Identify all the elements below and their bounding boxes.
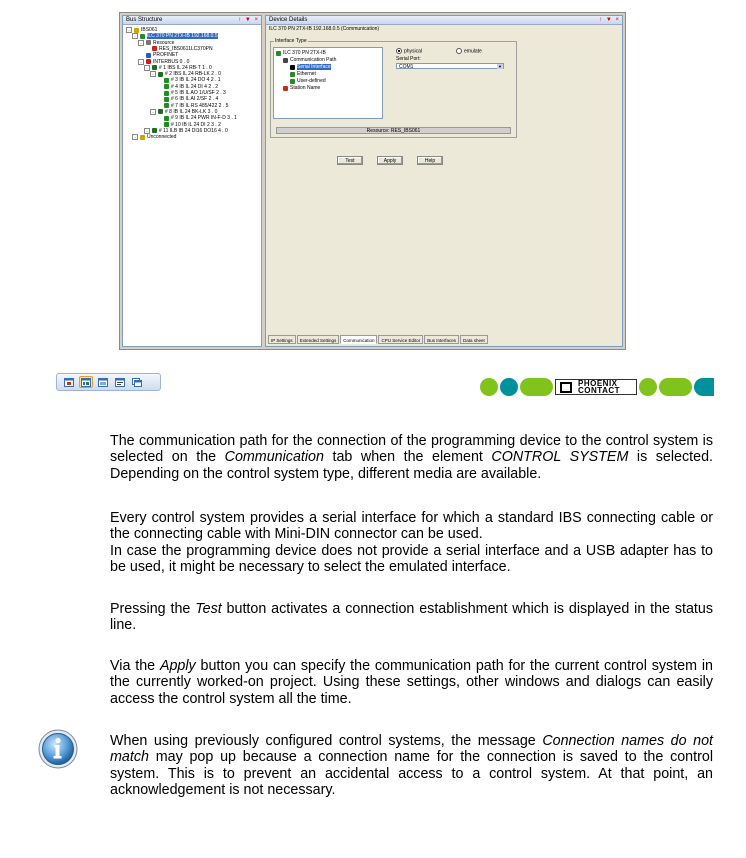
detail-tab[interactable]: Bus Interfaces	[424, 335, 459, 344]
logo-dot-green-2	[520, 378, 553, 396]
logo-dot-teal-2	[694, 378, 714, 396]
logo-dot-green-1	[480, 378, 498, 396]
p1-text-b: tab when the element	[323, 449, 492, 466]
toolbar-tree-button[interactable]	[79, 376, 93, 388]
device-node-icon	[164, 84, 169, 89]
comm-tree-node[interactable]	[290, 78, 326, 84]
comm-tree-node-label: Station Name	[290, 85, 321, 91]
device-node-icon	[164, 97, 169, 102]
bus-tree-node-label: # 2 IBS IL 24 RB-LK 2 . 0	[165, 71, 221, 78]
tree-window-icon	[81, 378, 91, 387]
p1-text-a: The communication path for the connection of the programming device to the control system is selected on the	[110, 433, 713, 466]
comm-tree-node[interactable]	[283, 85, 320, 91]
bus-tree-node-label: # 9 IB IL 24 PWR IN-F-D 3 . 1	[171, 115, 237, 122]
comm-tree-node[interactable]	[290, 71, 316, 77]
bus-tree-node[interactable]	[156, 90, 226, 96]
device-node-icon	[152, 128, 157, 133]
bus-tree-node[interactable]	[126, 27, 157, 33]
comm-tree-node[interactable]	[276, 50, 326, 56]
radio-physical[interactable]	[396, 48, 422, 54]
info-icon	[38, 729, 78, 769]
bus-tree-node-label: # 5 IB IL AO 1/U/SF 2 . 3	[171, 90, 226, 96]
view-toolbar	[56, 373, 161, 391]
bus-tree-node[interactable]	[156, 122, 221, 128]
comm-node-icon	[283, 58, 288, 63]
p5-em-message: Connection names do not match	[110, 733, 713, 766]
comm-node-icon	[276, 51, 281, 56]
device-node-icon	[146, 53, 151, 58]
radio-emulate-dot[interactable]	[456, 48, 462, 54]
comm-tree-node-label: ILC 370 PN 2TX-IB	[283, 50, 326, 56]
tree-expander-icon[interactable]: -	[150, 109, 156, 115]
device-node-icon	[146, 40, 151, 45]
paragraph-test-button	[110, 601, 713, 634]
bus-tree-node-label: # 1 IBS IL 24 RB-T 1 . 0	[159, 64, 212, 71]
bus-tree-node-label: # 10 IB IL 24 DI 2 3 . 2	[171, 121, 221, 128]
software-screenshot	[119, 12, 626, 350]
comm-tree-box	[273, 47, 383, 119]
p3-text-a: Pressing the	[110, 601, 196, 617]
bus-tree-node[interactable]	[156, 115, 237, 121]
bus-window-controls[interactable]: ↑ ▼ ×	[238, 17, 259, 23]
bus-structure-title-text: Bus Structure	[126, 17, 163, 23]
tree-expander-icon[interactable]: -	[132, 134, 138, 140]
serial-port-label: Serial Port:	[396, 56, 421, 62]
device-node-icon	[140, 34, 145, 39]
comm-tree-node-label: User-defined	[297, 78, 326, 84]
device-node-icon	[146, 59, 151, 64]
bus-structure-title	[123, 16, 261, 25]
bus-tree-node-label: PROFINET	[153, 52, 179, 59]
comm-node-icon	[290, 72, 295, 77]
test-button[interactable]: Test	[337, 156, 363, 165]
bus-tree-node[interactable]	[138, 52, 178, 58]
bus-tree-node-label: ILC 370 PN 2TX-IB 192.168.0.5	[147, 33, 218, 40]
status-line: Resource: RES_IBS061	[276, 127, 511, 134]
bus-tree-node[interactable]	[144, 128, 228, 134]
p1-em-communication: Communication	[224, 449, 324, 466]
bus-tree-node-label: RES_IBS0611LC370PN	[159, 45, 213, 52]
list-window-icon	[115, 378, 125, 387]
detail-tab[interactable]: Communication	[340, 335, 377, 344]
paragraph-serial-interface	[110, 510, 713, 576]
phoenix-contact-logo	[480, 378, 714, 396]
bus-tree-node[interactable]	[156, 103, 228, 109]
device-details-pane	[265, 15, 623, 347]
device-node-icon	[164, 103, 169, 108]
p3-em-test: Test	[195, 601, 222, 617]
comm-node-icon	[290, 79, 295, 84]
device-path: ILC 370 PN 2TX-IB 192.168.0.5 (Communication)	[269, 26, 380, 32]
device-node-icon	[158, 109, 163, 114]
bus-tree-node-label: # 8 IB IL 24 BK-LK 3 . 0	[165, 108, 218, 115]
device-node-icon	[164, 122, 169, 127]
bus-tree-node-label: INTERBUS 0 . 0	[153, 58, 190, 65]
bus-tree-node[interactable]	[150, 71, 221, 77]
serial-port-value: COM1	[399, 64, 414, 70]
p1-text-c: is selected. Depending on the control system type, different media are available.	[110, 449, 713, 482]
p5-text-a: When using previously configured control systems, the message	[110, 733, 543, 749]
p4-text-b: button you can specify the communication path for the current control system in the currently worked-on project. Using these settings, other windows and dialogs can easily access the control system all the time.	[110, 658, 713, 707]
device-node-icon	[140, 135, 145, 140]
detail-tab[interactable]: Data sheet	[460, 335, 488, 344]
bus-tree-node[interactable]	[156, 96, 218, 102]
toolbar-cascade-button[interactable]	[130, 376, 144, 388]
bus-tree-node[interactable]	[132, 134, 176, 140]
device-window-controls[interactable]: ↑ ▼ ×	[599, 17, 620, 23]
tree-expander-icon[interactable]: -	[132, 33, 138, 39]
serial-port-select[interactable]	[396, 63, 504, 69]
tree-expander-icon[interactable]: -	[126, 27, 132, 33]
bus-tree-node[interactable]	[156, 84, 218, 90]
comm-tree-node[interactable]	[283, 57, 336, 63]
p1-em-control-system: CONTROL SYSTEM	[491, 449, 629, 466]
logo-dot-teal-1	[500, 378, 518, 396]
p5-text-b: may pop up because a connection name for the connection is saved to the control system. This is to prevent an accidental access to a control system. At that point, an acknowledgement is not necessary.	[110, 749, 713, 799]
p3-text-b: button activates a connection establishment which is displayed in the status line.	[110, 601, 713, 634]
comm-tree-node[interactable]	[290, 64, 331, 70]
paragraph-apply-button	[110, 658, 713, 707]
detail-tab[interactable]: IP Settings	[268, 335, 296, 344]
comm-node-icon	[290, 65, 295, 70]
logo-line2: CONTACT	[578, 386, 621, 395]
bus-tree-node[interactable]	[144, 46, 213, 52]
device-node-icon	[134, 28, 139, 33]
p4-text-a: Via the	[110, 658, 160, 674]
p4-em-apply: Apply	[159, 658, 196, 674]
toolbar-list-button[interactable]	[113, 376, 127, 388]
tree-expander-icon[interactable]: -	[144, 65, 150, 71]
device-node-icon	[164, 91, 169, 96]
radio-physical-dot[interactable]	[396, 48, 402, 54]
tree-expander-icon[interactable]: -	[138, 40, 144, 46]
device-node-icon	[152, 46, 157, 51]
paragraph-communication-path	[110, 433, 713, 482]
bus-tree-node[interactable]	[150, 109, 217, 115]
comm-tree-node-label: Ethernet	[297, 71, 316, 77]
bus-tree-node[interactable]	[138, 59, 189, 65]
logo-line1: PHOENIX	[578, 379, 618, 388]
bus-tree-node-label: # 3 IB IL 24 DO 4 2 . 1	[171, 77, 221, 84]
p2-text-a: Every control system provides a serial interface for which a standard IBS connecting cable or the connecting cable with Mini-DIN connector can be used.	[110, 510, 713, 543]
detail-tab[interactable]: CPU Service Editor	[378, 335, 423, 344]
device-details-title	[266, 16, 622, 25]
tree-expander-icon[interactable]: -	[138, 59, 144, 65]
window-red-icon	[64, 378, 74, 387]
bus-tree-node-label: Resource	[153, 39, 175, 46]
comm-tree-node-label: Serial Interface	[297, 64, 331, 70]
bus-tree-node-label: # 6 IB IL AI 2/SF 2 . 4	[171, 96, 219, 103]
device-node-icon	[158, 72, 163, 77]
paragraph-connection-names-note	[110, 733, 713, 799]
comm-tree-node-label: Communication Path	[290, 57, 337, 63]
logo-mark-icon	[560, 382, 572, 393]
device-details-title-text: Device Details	[269, 17, 308, 23]
comm-node-icon	[283, 86, 288, 91]
radio-physical-label: physical	[404, 48, 423, 55]
bus-tree-node[interactable]	[138, 40, 174, 46]
tree-expander-icon[interactable]: -	[150, 71, 156, 77]
toolbar-window-button[interactable]	[62, 376, 76, 388]
device-node-icon	[152, 65, 157, 70]
bus-tree-node-label: # 7 IB IL RS 485/422 2 . 5	[171, 102, 229, 109]
interface-type-label: Interface Type	[275, 38, 307, 44]
apply-button[interactable]: Apply	[377, 156, 403, 165]
logo-dot-green-4	[659, 378, 692, 396]
cascade-window-icon	[132, 378, 142, 387]
bus-tree-node-label: # 4 IB IL 24 DI 4 2 . 2	[171, 83, 219, 90]
device-node-icon	[164, 116, 169, 121]
bus-tree-node[interactable]	[144, 65, 212, 71]
bus-tree-node-label: IBS061	[141, 27, 158, 33]
grid-window-icon	[98, 378, 108, 387]
radio-emulate[interactable]	[456, 48, 482, 54]
detail-tabs	[268, 335, 488, 344]
interface-type-group	[270, 38, 517, 138]
device-node-icon	[164, 78, 169, 83]
p2-text-b: In case the programming device does not provide a serial interface and a USB adapter has to be used, it might be necessary to select the emulated interface.	[110, 542, 713, 576]
bus-tree-node-label: # 11 ILB IB 24 DI16 DO16 4 . 0	[159, 127, 228, 134]
tree-expander-icon[interactable]: -	[144, 128, 150, 134]
radio-emulate-label: emulate	[464, 48, 482, 55]
help-button[interactable]: Help	[417, 156, 443, 165]
bus-tree-node[interactable]	[132, 33, 218, 39]
bus-tree-node[interactable]	[156, 77, 221, 83]
bus-tree-node-label: Unconnected	[147, 134, 177, 141]
logo-wordmark-box	[555, 379, 637, 395]
bus-structure-pane	[122, 15, 262, 347]
detail-tab[interactable]: Extended Settings	[297, 335, 340, 344]
toolbar-grid-button[interactable]	[96, 376, 110, 388]
chevron-down-icon[interactable]: ▼	[498, 64, 502, 69]
logo-dot-green-3	[639, 378, 657, 396]
